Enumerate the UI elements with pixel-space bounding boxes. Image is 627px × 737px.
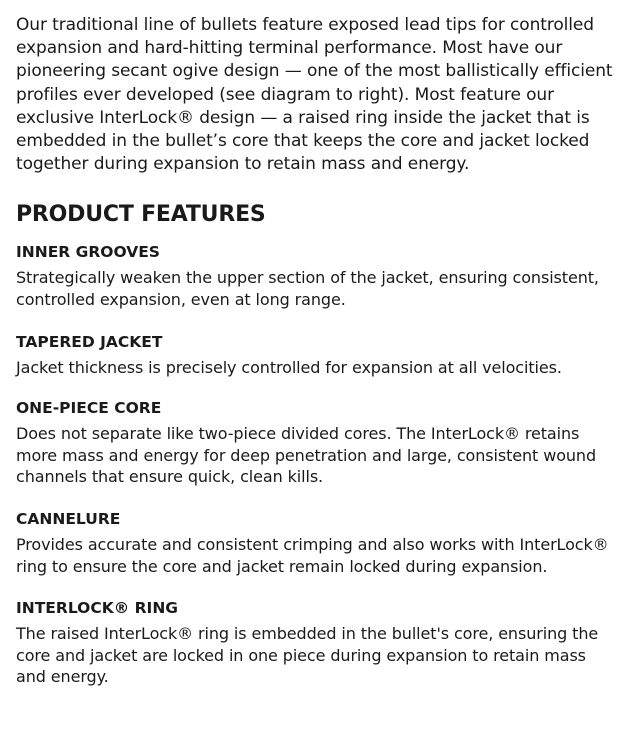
product-description: [16, 14, 620, 688]
intro-line: pioneering secant ogive design — one of the most ballistically efficient: [16, 61, 613, 82]
feature-interlock-ring: [16, 598, 620, 688]
feature-title: INNER GROOVES: [16, 243, 160, 262]
feature-description: [16, 267, 620, 310]
feature-desc-line: The raised InterLock® ring is embedded in the bullet's core, ensuring the: [16, 624, 599, 644]
feature-desc-line: ring to ensure the core and jacket remain locked during expansion.: [16, 556, 548, 576]
feature-desc-line: Jacket thickness is precisely controlled for expansion at all velocities.: [16, 357, 562, 377]
feature-desc-line: channels that ensure quick, clean kills.: [16, 467, 324, 487]
intro-line: profiles ever developed (see diagram to right). Most feature our: [16, 84, 554, 105]
feature-one-piece-core: [16, 398, 620, 488]
feature-desc-line: Does not separate like two-piece divided cores. The InterLock® retains: [16, 424, 580, 444]
intro-line: exclusive InterLock® design — a raised ring inside the jacket that is: [16, 107, 590, 128]
feature-desc-line: controlled expansion, even at long range.: [16, 290, 346, 310]
feature-title: INTERLOCK® RING: [16, 599, 179, 618]
feature-cannelure: [16, 509, 620, 577]
intro-paragraph: [16, 14, 620, 176]
intro-line: expansion and hard-hitting terminal performance. Most have our: [16, 38, 563, 59]
feature-desc-line: Provides accurate and consistent crimping and also works with InterLock®: [16, 534, 609, 554]
feature-desc-line: core and jacket are locked in one piece during expansion to retain mass: [16, 645, 586, 665]
intro-line: together during expansion to retain mass and energy.: [16, 154, 470, 175]
feature-title: ONE-PIECE CORE: [16, 399, 162, 418]
intro-line: embedded in the bullet’s core that keeps the core and jacket locked: [16, 131, 590, 152]
feature-description: [16, 623, 620, 688]
feature-title: CANNELURE: [16, 509, 121, 528]
feature-description: [16, 423, 620, 488]
feature-title: TAPERED JACKET: [16, 332, 163, 351]
feature-desc-line: more mass and energy for deep penetration and large, consistent wound: [16, 445, 597, 465]
feature-description: [16, 534, 620, 577]
intro-line: Our traditional line of bullets feature exposed lead tips for controlled: [16, 15, 594, 35]
feature-desc-line: and energy.: [16, 667, 109, 687]
section-title: PRODUCT FEATURES: [16, 202, 266, 228]
feature-description: [16, 357, 620, 379]
feature-inner-grooves: [16, 242, 620, 310]
feature-tapered-jacket: [16, 332, 620, 379]
feature-desc-line: Strategically weaken the upper section of the jacket, ensuring consistent,: [16, 268, 599, 288]
